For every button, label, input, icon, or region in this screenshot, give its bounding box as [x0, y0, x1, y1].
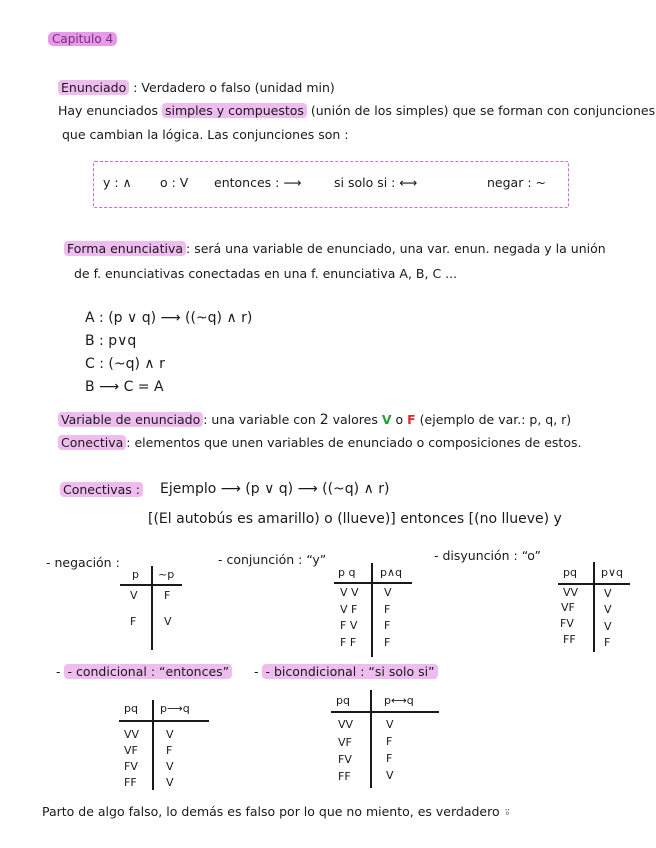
conectiva-term: Conectiva	[58, 435, 126, 450]
example-c: C : (~q) ∧ r	[85, 356, 165, 372]
negacion-header-p: p	[132, 568, 139, 581]
condicional-row-3-pq: FV	[124, 760, 138, 773]
conectiva-line: Conectiva : elementos que unen variables de enunciado o composiciones de estos.	[58, 435, 581, 450]
bicondicional-row-3-pq: FV	[338, 753, 352, 766]
conjuncion-row-2-pq: V F	[340, 603, 358, 616]
example-b: B : p∨q	[85, 333, 137, 349]
condicional-row-3-val: V	[166, 760, 174, 773]
conjuncion-header-pq: p q	[338, 566, 356, 579]
condicional-row-4-val: V	[166, 776, 174, 789]
example-b-implies-c: B ⟶ C = A	[85, 379, 164, 395]
condicional-row-1-val: V	[166, 728, 174, 741]
bicondicional-row-4-pq: FF	[338, 770, 351, 783]
variable-line: Variable de enunciado : una variable con 2 valores V o F (ejemplo de var.: p, q, r)	[58, 412, 571, 428]
disyuncion-row-4-val: F	[604, 636, 611, 649]
connector-o: o : V	[160, 175, 189, 190]
disyuncion-header-p-or-q: p∨q	[601, 566, 624, 579]
chapter-title: Capitulo 4	[48, 32, 117, 46]
forma-line-2: de f. enunciativas conectadas en una f. enunciativa A, B, C ...	[74, 266, 458, 281]
true-value: V	[381, 412, 392, 427]
enunciado-definition: : Verdadero o falso (unidad min)	[133, 80, 335, 95]
intro-line-3: que cambian la lógica. Las conjunciones son :	[62, 127, 349, 142]
disyuncion-label: - disyunción : “o”	[434, 548, 541, 563]
conectivas-example: Ejemplo ⟶ (p ∨ q) ⟶ ((~q) ∧ r)	[160, 481, 390, 497]
conjuncion-column-rule	[371, 563, 373, 657]
example-a: A : (p ∨ q) ⟶ ((~q) ∧ r)	[85, 310, 253, 326]
false-value: F	[407, 412, 416, 427]
bicondicional-row-2-pq: VF	[338, 736, 352, 749]
disyuncion-row-2-pq: VF	[561, 601, 575, 614]
disyuncion-row-3-val: V	[604, 620, 612, 633]
negacion-row-2-p: F	[130, 615, 137, 628]
bicondicional-column-rule	[370, 690, 372, 788]
condicional-row-1-pq: VV	[124, 728, 140, 741]
forma-line-1: Forma enunciativa : será una variable de enunciado, una var. enun. negada y la unión	[64, 241, 606, 256]
connector-y: y : ∧	[103, 175, 132, 190]
bicondicional-row-1-pq: VV	[338, 718, 354, 731]
condicional-row-2-val: F	[166, 744, 173, 757]
conjuncion-row-3-pq: F V	[340, 619, 358, 632]
negacion-header-not-p: ~p	[158, 568, 175, 581]
footer-note: Parto de algo falso, lo demás es falso por lo que no miento, es verdadero ⍤	[42, 804, 512, 819]
disyuncion-row-1-pq: VV	[563, 586, 579, 599]
forma-term: Forma enunciativa	[64, 241, 186, 256]
condicional-header-rule	[119, 720, 209, 722]
disyuncion-row-2-val: V	[604, 603, 612, 616]
condicional-column-rule	[152, 700, 154, 790]
disyuncion-row-1-val: V	[604, 587, 612, 600]
negacion-row-1-not-p: F	[164, 589, 171, 602]
bicondicional-label: - - bicondicional : “si solo si”	[254, 664, 438, 679]
enunciado-line	[58, 80, 335, 95]
conectivas-term: Conectivas :	[60, 482, 143, 497]
conjuncion-row-2-val: F	[384, 603, 391, 616]
intro-line-2: Hay enunciados simples y compuestos (unión de los simples) que se forman con conjunciones	[58, 103, 656, 118]
negacion-column-rule	[151, 566, 153, 650]
connector-entonces: entonces : ⟶	[214, 175, 302, 190]
bicondicional-row-3-val: F	[386, 752, 393, 765]
condicional-row-4-pq: FF	[124, 776, 137, 789]
conjuncion-row-1-val: V	[384, 586, 392, 599]
bicondicional-row-4-val: V	[386, 769, 394, 782]
condicional-header-pq: pq	[124, 702, 138, 715]
bicondicional-row-1-val: V	[386, 718, 394, 731]
disyuncion-header-pq: pq	[563, 566, 577, 579]
negacion-row-1-p: V	[130, 589, 138, 602]
bicondicional-header-p-iff-q: p⟷q	[384, 694, 414, 707]
bicondicional-header-pq: pq	[336, 694, 350, 707]
variable-term: Variable de enunciado	[58, 412, 203, 427]
negacion-row-2-not-p: V	[164, 615, 172, 628]
conjuncion-header-p-and-q: p∧q	[380, 566, 403, 579]
condicional-row-2-pq: VF	[124, 744, 138, 757]
bicondicional-row-2-val: F	[386, 735, 393, 748]
conectivas-sentence: [(El autobús es amarillo) o (llueve)] entonces [(no llueve) y	[148, 511, 562, 527]
conjuncion-row-4-val: F	[384, 636, 391, 649]
conjuncion-row-3-val: F	[384, 619, 391, 632]
disyuncion-row-4-pq: FF	[563, 633, 576, 646]
conjuncion-header-rule	[334, 582, 412, 584]
disyuncion-column-rule	[593, 562, 595, 652]
condicional-header-p-implies-q: p⟶q	[160, 702, 190, 715]
disyuncion-row-3-pq: FV	[560, 617, 574, 630]
bicondicional-header-rule	[331, 711, 439, 713]
simples-compuestos: simples y compuestos	[162, 103, 307, 118]
condicional-label: - - condicional : “entonces”	[56, 664, 232, 679]
conjuncion-label: - conjunción : “y”	[218, 552, 327, 567]
enunciado-term: Enunciado	[58, 80, 129, 95]
conjuncion-row-1-pq: V V	[340, 586, 359, 599]
connector-si-solo-si: si solo si : ⟷	[334, 175, 418, 190]
connector-negar: negar : ~	[487, 175, 546, 190]
conjuncion-row-4-pq: F F	[340, 636, 357, 649]
negacion-label: - negación :	[46, 555, 120, 570]
